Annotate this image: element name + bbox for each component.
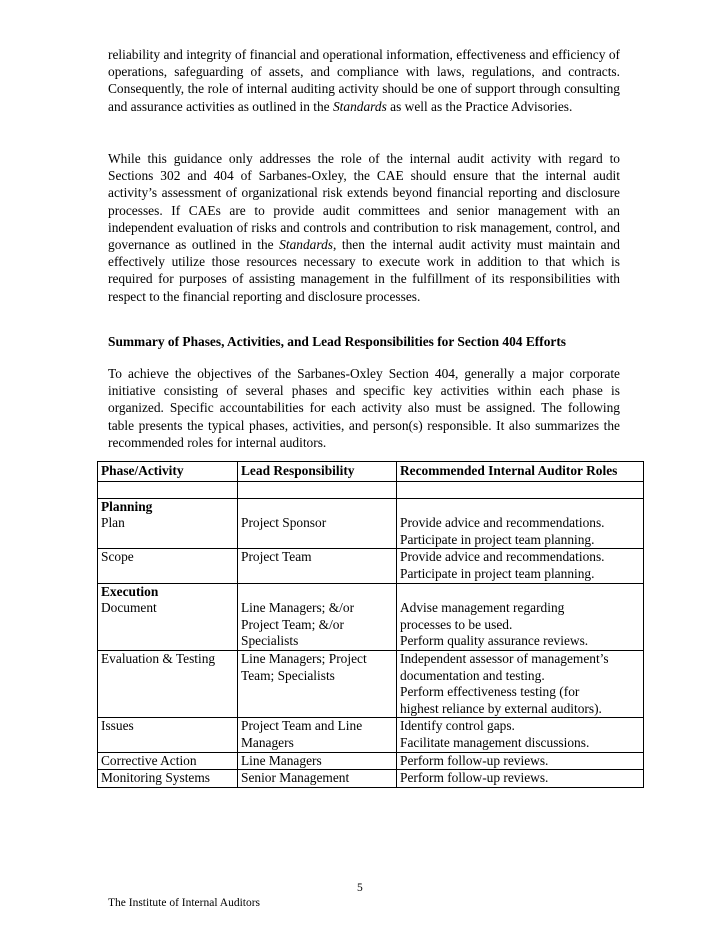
lead-scope: Project Team xyxy=(238,549,397,583)
role-monitoring: Perform follow-up reviews. xyxy=(397,770,644,788)
table-row-scope xyxy=(98,549,644,583)
paragraph-1 xyxy=(108,46,620,115)
page-number: 5 xyxy=(357,882,363,894)
roles-table xyxy=(97,461,644,788)
table-row-issues xyxy=(98,718,644,752)
role-evaluation-1: Independent assessor of management’s xyxy=(400,650,609,666)
role-evaluation-4: highest reliance by external auditors). xyxy=(400,700,602,716)
paragraph-2 xyxy=(108,150,620,305)
phase-evaluation: Evaluation & Testing xyxy=(98,650,238,717)
lead-plan: Project Sponsor xyxy=(241,515,327,531)
role-issues-1: Identify control gaps. xyxy=(400,718,515,734)
role-plan-1: Provide advice and recommendations. xyxy=(400,515,605,531)
table-header-row xyxy=(98,462,644,482)
paragraph-1-standards: Standards xyxy=(332,98,387,114)
lead-document-3: Specialists xyxy=(241,633,299,649)
phase-corrective: Corrective Action xyxy=(98,752,238,770)
role-scope-1: Provide advice and recommendations. xyxy=(400,549,605,565)
paragraph-1-text: reliability and integrity of financial and operational information, effectiveness and efficiency of operations, safeguarding of assets, and compliance with laws, regulations, and contracts. Consequently, the role of internal auditing activity should be one of support through consulting and assurance activities as outlined in the xyxy=(108,47,620,114)
paragraph-2-text: While this guidance only addresses the role of the internal audit activity with regard to Sections 302 and 404 of Sarbanes-Oxley, the CAE should ensure that the internal audit activity’s assessment of organizational risk extends beyond financial reporting and disclosure processes. If CAEs are to provide audit committees and senior management with an independent evaluation of risks and controls and contribution to risk management, control, and governance as outlined in the xyxy=(108,151,620,253)
lead-monitoring: Senior Management xyxy=(238,770,397,788)
phase-issues: Issues xyxy=(98,718,238,752)
section-row-execution xyxy=(98,583,644,650)
phase-monitoring: Monitoring Systems xyxy=(98,770,238,788)
table-row-evaluation xyxy=(98,650,644,717)
role-plan-2: Participate in project team planning. xyxy=(400,531,595,547)
role-issues-2: Facilitate management discussions. xyxy=(400,734,590,750)
section-label-planning: Planning Plan xyxy=(98,498,238,549)
paragraph-2-end: , then the internal audit activity must maintain and effectively utilize those resources necessary to execute work in addition to that which is required for purposes of assisting management in the fulfillment of its responsibilities with respect to the financial reporting and disclosure processes. xyxy=(108,237,621,304)
phase-plan: Plan xyxy=(101,515,125,531)
role-corrective: Perform follow-up reviews. xyxy=(397,752,644,770)
lead-evaluation-2: Team; Specialists xyxy=(241,667,335,683)
phase-document: Document xyxy=(101,600,157,616)
role-scope-2: Participate in project team planning. xyxy=(400,565,595,581)
lead-issues-2: Managers xyxy=(241,734,294,750)
phase-scope: Scope xyxy=(98,549,238,583)
role-document-1: Advise management regarding xyxy=(400,600,565,616)
table-row-monitoring xyxy=(98,770,644,788)
role-evaluation-3: Perform effectiveness testing (for xyxy=(400,684,580,700)
lead-evaluation-1: Line Managers; Project xyxy=(241,650,367,666)
paragraph-1-end: as well as the Practice Advisories. xyxy=(386,98,573,114)
section-heading: Summary of Phases, Activities, and Lead Responsibilities for Section 404 Efforts xyxy=(108,334,567,349)
lead-document-2: Project Team; &/or xyxy=(241,616,344,632)
role-document-2: processes to be used. xyxy=(400,616,513,632)
footer-org-name: The Institute of Internal Auditors xyxy=(108,897,261,909)
table-spacer-row xyxy=(98,481,644,498)
table-row-corrective xyxy=(98,752,644,770)
lead-issues-1: Project Team and Line xyxy=(241,718,363,734)
section-label-execution: Execution Document xyxy=(98,583,238,650)
header-phase-activity: Phase/Activity xyxy=(98,462,238,482)
role-evaluation-2: documentation and testing. xyxy=(400,667,545,683)
section-row-planning xyxy=(98,498,644,549)
header-auditor-roles: Recommended Internal Auditor Roles xyxy=(397,462,644,482)
lead-document-1: Line Managers; &/or xyxy=(241,600,355,616)
header-lead-responsibility: Lead Responsibility xyxy=(238,462,397,482)
paragraph-3: To achieve the objectives of the Sarbanes-Oxley Section 404, generally a major corporate initiative consisting of several phases and specific key activities within each phase is organized. Specific accountabilities for each activity also must be assigned. The following table presents the typical phases, activities, and person(s) responsible. It also summarizes the recommended roles for internal auditors. xyxy=(108,366,620,450)
paragraph-2-standards: Standards xyxy=(279,237,333,253)
role-document-3: Perform quality assurance reviews. xyxy=(400,633,589,649)
lead-corrective: Line Managers xyxy=(238,752,397,770)
